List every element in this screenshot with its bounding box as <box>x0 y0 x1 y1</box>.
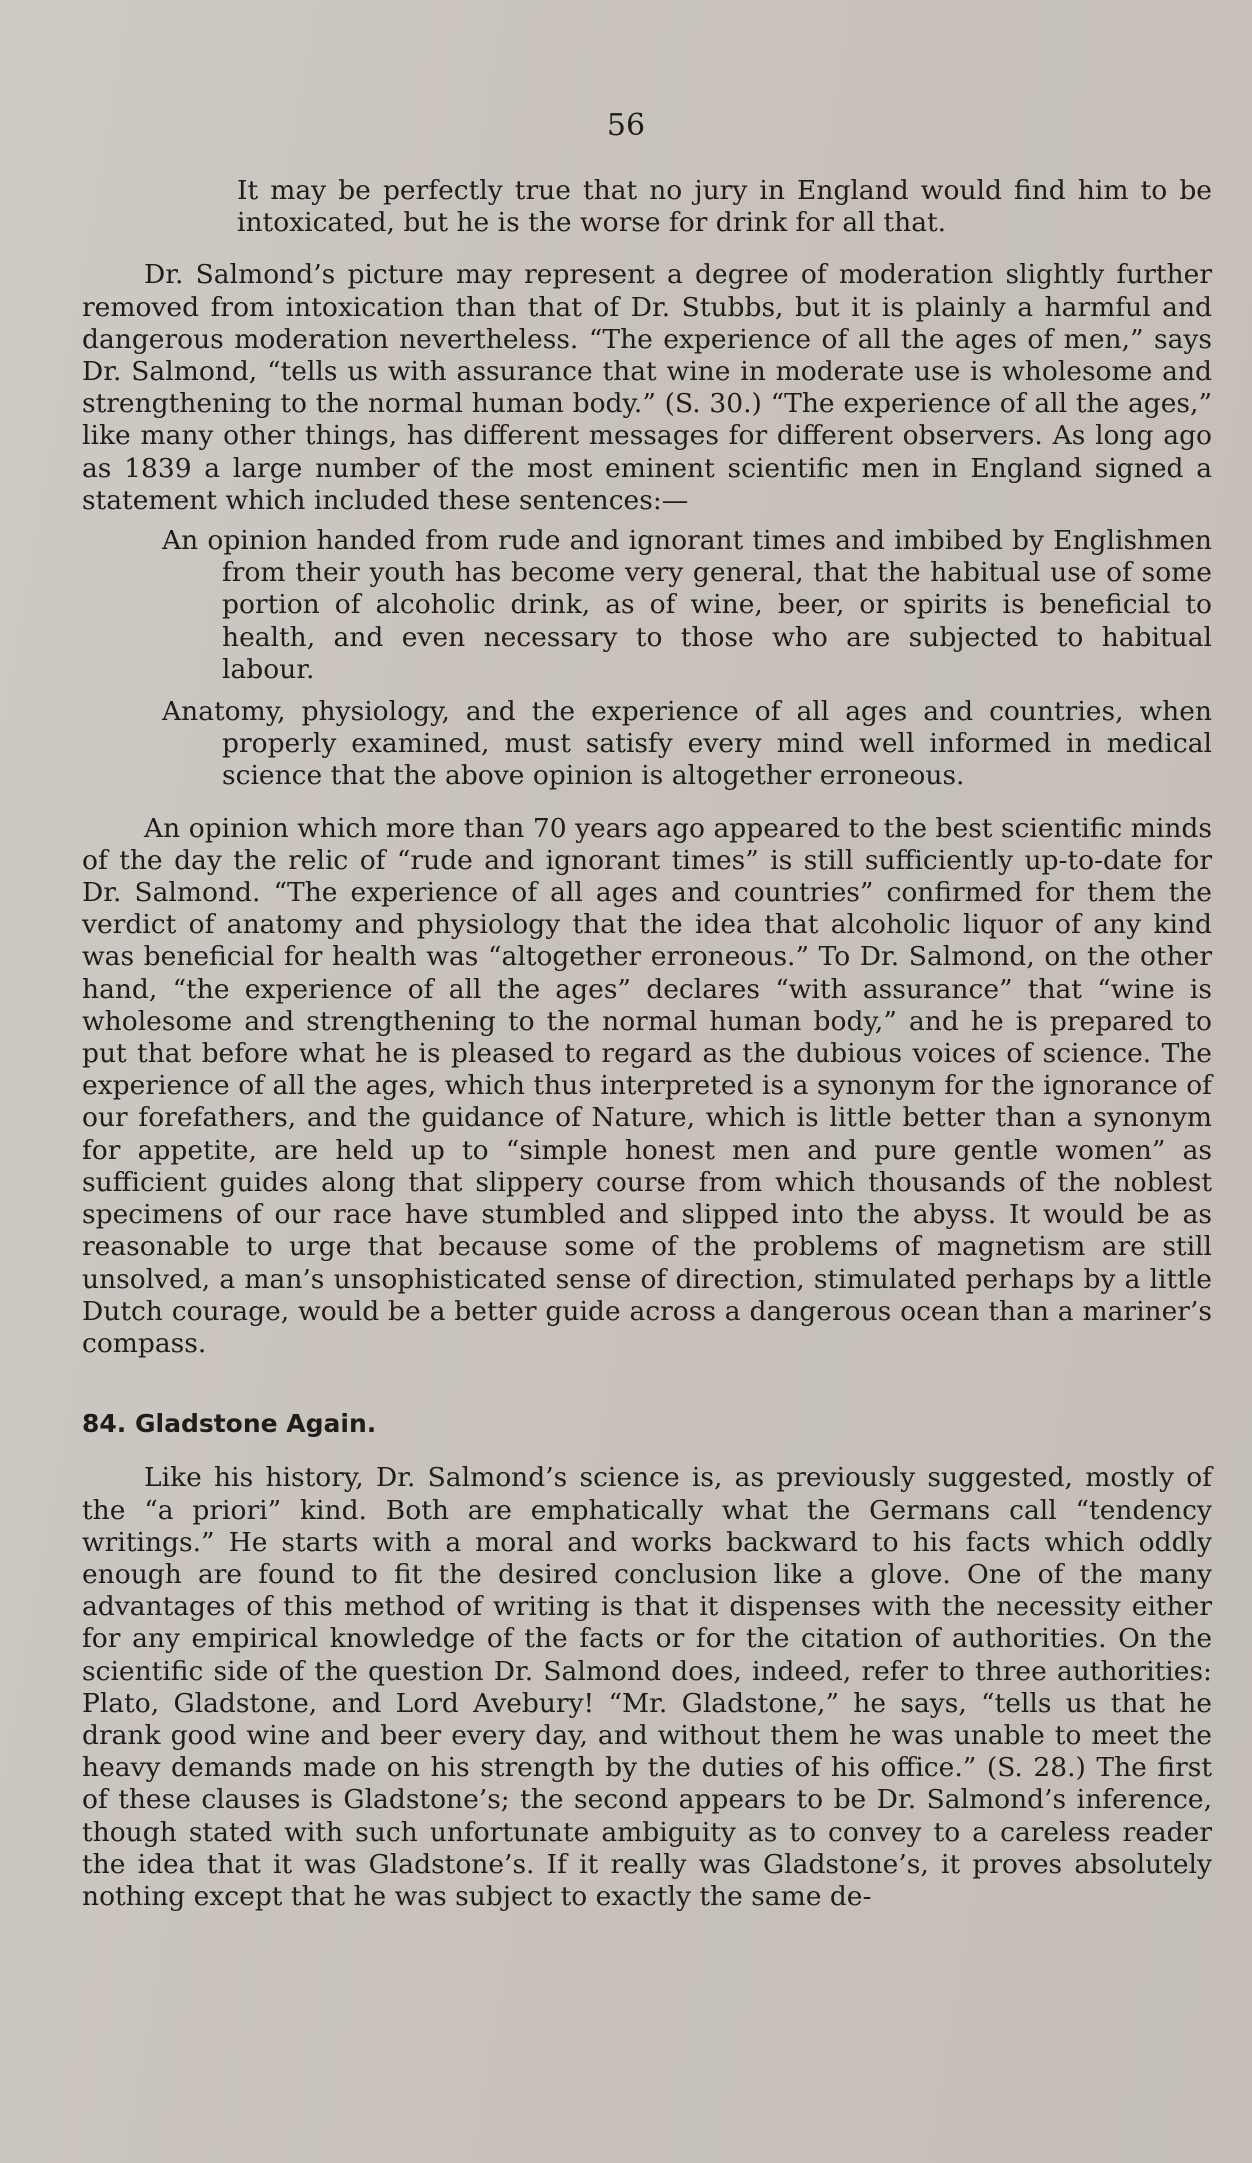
block-quote-2: Anatomy, physiology, and the experience of all ages and countries, when properly examined, must satisfy every mind well informed in medical science that the above opinion is altogether erroneous. <box>162 696 1212 792</box>
paragraph-2: An opinion which more than 70 years ago appeared to the best scientific minds of the day the relic of “rude and ignorant times” is still sufficiently up-to-date for Dr. Salmond. “The experience of all ages and countries” confirmed for them the verdict of anatomy and physiology that the idea that alcoholic liquor of any kind was beneficial for health was “altogether erroneous.” To Dr. Salmond, on the other hand, “the experience of all the ages” declares “with assurance” that “wine is wholesome and strengthening to the normal human body,” and he is prepared to put that before what he is pleased to regard as the dubious voices of science. The experience of all the ages, which thus interpreted is a synonym for the ignorance of our forefathers, and the guidance of Nature, which is little better than a synonym for appetite, are held up to “simple honest men and pure gentle women” as sufficient guides along that slippery course from which thousands of the noblest specimens of our race have stumbled and slipped into the abyss. It would be as reasonable to urge that because some of the problems of magnetism are still unsolved, a man’s unsophisticated sense of direction, stimulated perhaps by a little Dutch courage, would be a better guide across a dangerous ocean than a mariner’s compass. <box>82 812 1212 1359</box>
section-heading: 84. Gladstone Again. <box>82 1409 377 1439</box>
quote-continuation: It may be perfectly true that no jury in England would find him to be intoxicated, but he is the worse for drink for all that. <box>237 175 1212 239</box>
paragraph-3: Like his history, Dr. Salmond’s science is, as previously suggested, mostly of the “a priori” kind. Both are emphatically what the Germans call “tendency writings.” He starts with a moral and works backward to his facts which oddly enough are found to fit the desired conclusion like a glove. One of the many advantages of this method of writing is that it dispenses with the necessity either for any empirical knowledge of the facts or for the citation of authorities. On the scientific side of the question Dr. Salmond does, indeed, refer to three authorities: Plato, Gladstone, and Lord Avebury! “Mr. Gladstone,” he says, “tells us that he drank good wine and beer every day, and without them he was unable to meet the heavy demands made on his strength by the duties of his office.” (S. 28.) The first of these clauses is Gladstone’s; the second appears to be Dr. Salmond’s inference, though stated with such unfortunate ambiguity as to convey to a careless reader the idea that it was Gladstone’s. If it really was Gladstone’s, it proves absolutely nothing except that he was subject to exactly the same de- <box>82 1462 1212 1912</box>
page-number: 56 <box>606 108 646 143</box>
page-body <box>82 175 1212 1913</box>
block-quote-1: An opinion handed from rude and ignorant times and imbibed by Englishmen from their youth has become very general, that the habitual use of some portion of alcoholic drink, as of wine, beer, or spirits is beneficial to health, and even necessary to those who are subjected to habitual labour. <box>162 525 1212 685</box>
paragraph-1: Dr. Salmond’s picture may represent a degree of moderation slightly further removed from intoxication than that of Dr. Stubbs, but it is plainly a harmful and dangerous moderation nevertheless. “The experience of all the ages of men,” says Dr. Salmond, “tells us with assurance that wine in moderate use is wholesome and strengthening to the normal human body.” (S. 30.) “The experience of all the ages,” like many other things, has different messages for different observers. As long ago as 1839 a large number of the most eminent scientific men in England signed a statement which included these sentences:— <box>82 259 1212 516</box>
